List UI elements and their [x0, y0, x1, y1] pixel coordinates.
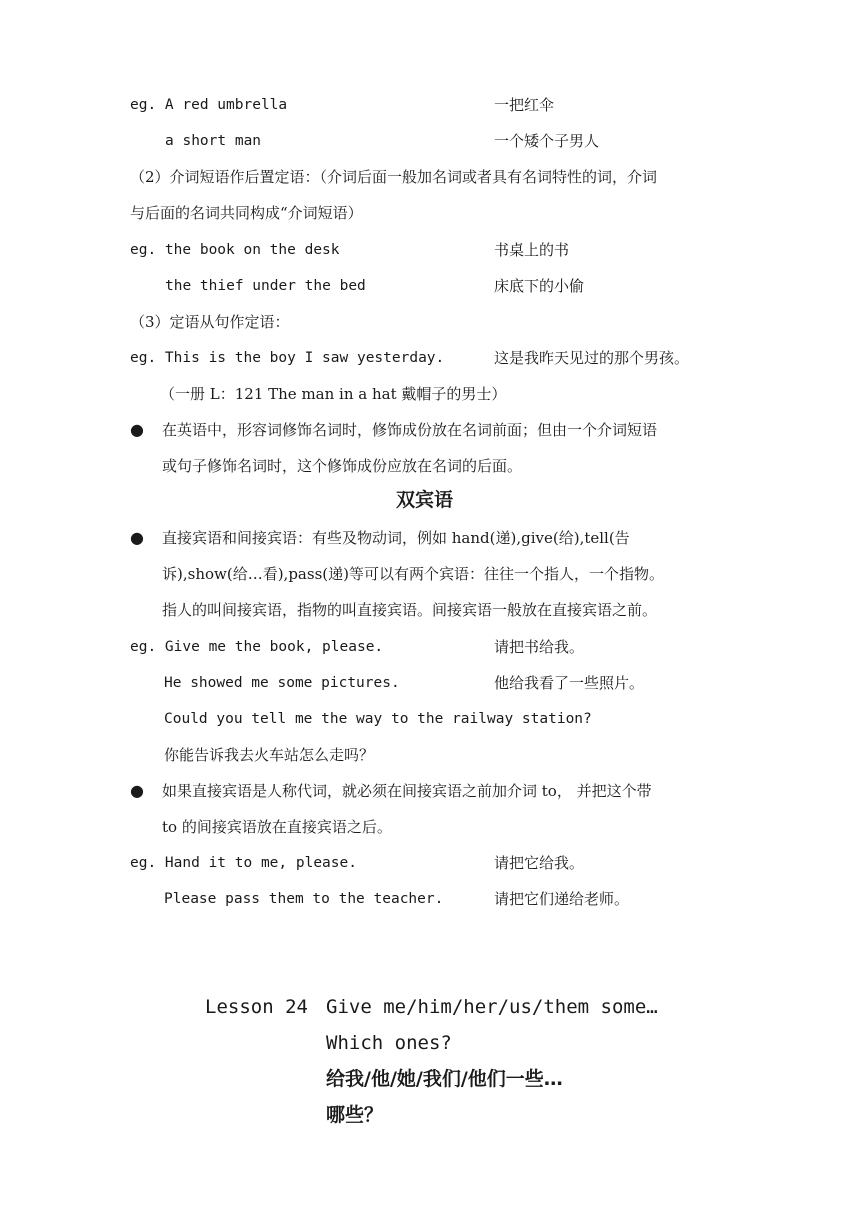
point-2-line-2: 与后面的名词共同构成“介词短语）: [130, 204, 363, 222]
example-cn-7: 他给我看了一些照片。: [494, 674, 645, 692]
bullet-2: ●: [130, 528, 144, 547]
example-cn-4: 床底下的小偷: [494, 277, 585, 295]
example-en-3: eg. the book on the desk: [130, 242, 340, 258]
example-cn-10: 请把它们递给老师。: [494, 890, 630, 908]
example-en-10: Please pass them to the teacher.: [164, 891, 444, 907]
example-en-1: eg. A red umbrella: [130, 97, 288, 113]
example-en-6: eg. Give me the book, please.: [130, 639, 384, 655]
example-cn-1: 一把红伞: [494, 96, 555, 114]
bullet-3-line-2: to 的间接宾语放在直接宾语之后。: [162, 818, 392, 836]
example-cn-3: 书桌上的书: [494, 241, 570, 259]
bullet-1-line-1: 在英语中，形容词修饰名词时，修饰成份放在名词前面；但由一个介词短语: [162, 421, 658, 439]
lesson-title-line-3: 给我/他/她/我们/他们一些…: [326, 1068, 563, 1090]
bullet-1: ●: [130, 420, 144, 439]
example-cn-6: 请把书给我。: [494, 638, 585, 656]
bullet-3-line-1: 如果直接宾语是人称代词，就必须在间接宾语之前加介词 to， 并把这个带: [162, 782, 652, 800]
example-en-4: the thief under the bed: [165, 278, 366, 294]
lesson-title-line-1: Give me/him/her/us/them some…: [326, 996, 658, 1018]
bullet-2-line-3: 指人的叫间接宾语，指物的叫直接宾语。间接宾语一般放在直接宾语之前。: [162, 601, 658, 619]
example-en-8: Could you tell me the way to the railway station?: [164, 711, 592, 727]
example-en-9: eg. Hand it to me, please.: [130, 855, 357, 871]
lesson-number: Lesson 24: [205, 996, 308, 1018]
point-2-line-1: （2）介词短语作后置定语：（介词后面一般加名词或者具有名词特性的词，介词: [130, 168, 658, 186]
reference-line: （一册 L：121 The man in a hat 戴帽子的男士）: [160, 385, 507, 403]
example-cn-9: 请把它给我。: [494, 854, 585, 872]
point-3: （3）定语从句作定语：: [130, 313, 290, 331]
lesson-title-line-2: Which ones?: [326, 1032, 452, 1054]
example-cn-2: 一个矮个子男人: [494, 132, 600, 150]
example-en-2: a short man: [165, 133, 262, 149]
bullet-3: ●: [130, 781, 144, 800]
bullet-1-line-2: 或句子修饰名词时，这个修饰成份应放在名词的后面。: [162, 457, 523, 475]
lesson-title-line-4: 哪些？: [326, 1104, 384, 1126]
bullet-2-line-2: 诉),show(给…看),pass(递)等可以有两个宾语：往往一个指人，一个指物。: [162, 565, 664, 583]
bullet-2-line-1: 直接宾语和间接宾语：有些及物动词，例如 hand(递),give(给),tell(告: [162, 529, 630, 547]
section-title: 双宾语: [396, 489, 454, 511]
example-cn-8: 你能告诉我去火车站怎么走吗？: [164, 746, 375, 764]
example-cn-5: 这是我昨天见过的那个男孩。: [494, 349, 690, 367]
example-en-5: eg. This is the boy I saw yesterday.: [130, 350, 445, 366]
example-en-7: He showed me some pictures.: [164, 675, 400, 691]
